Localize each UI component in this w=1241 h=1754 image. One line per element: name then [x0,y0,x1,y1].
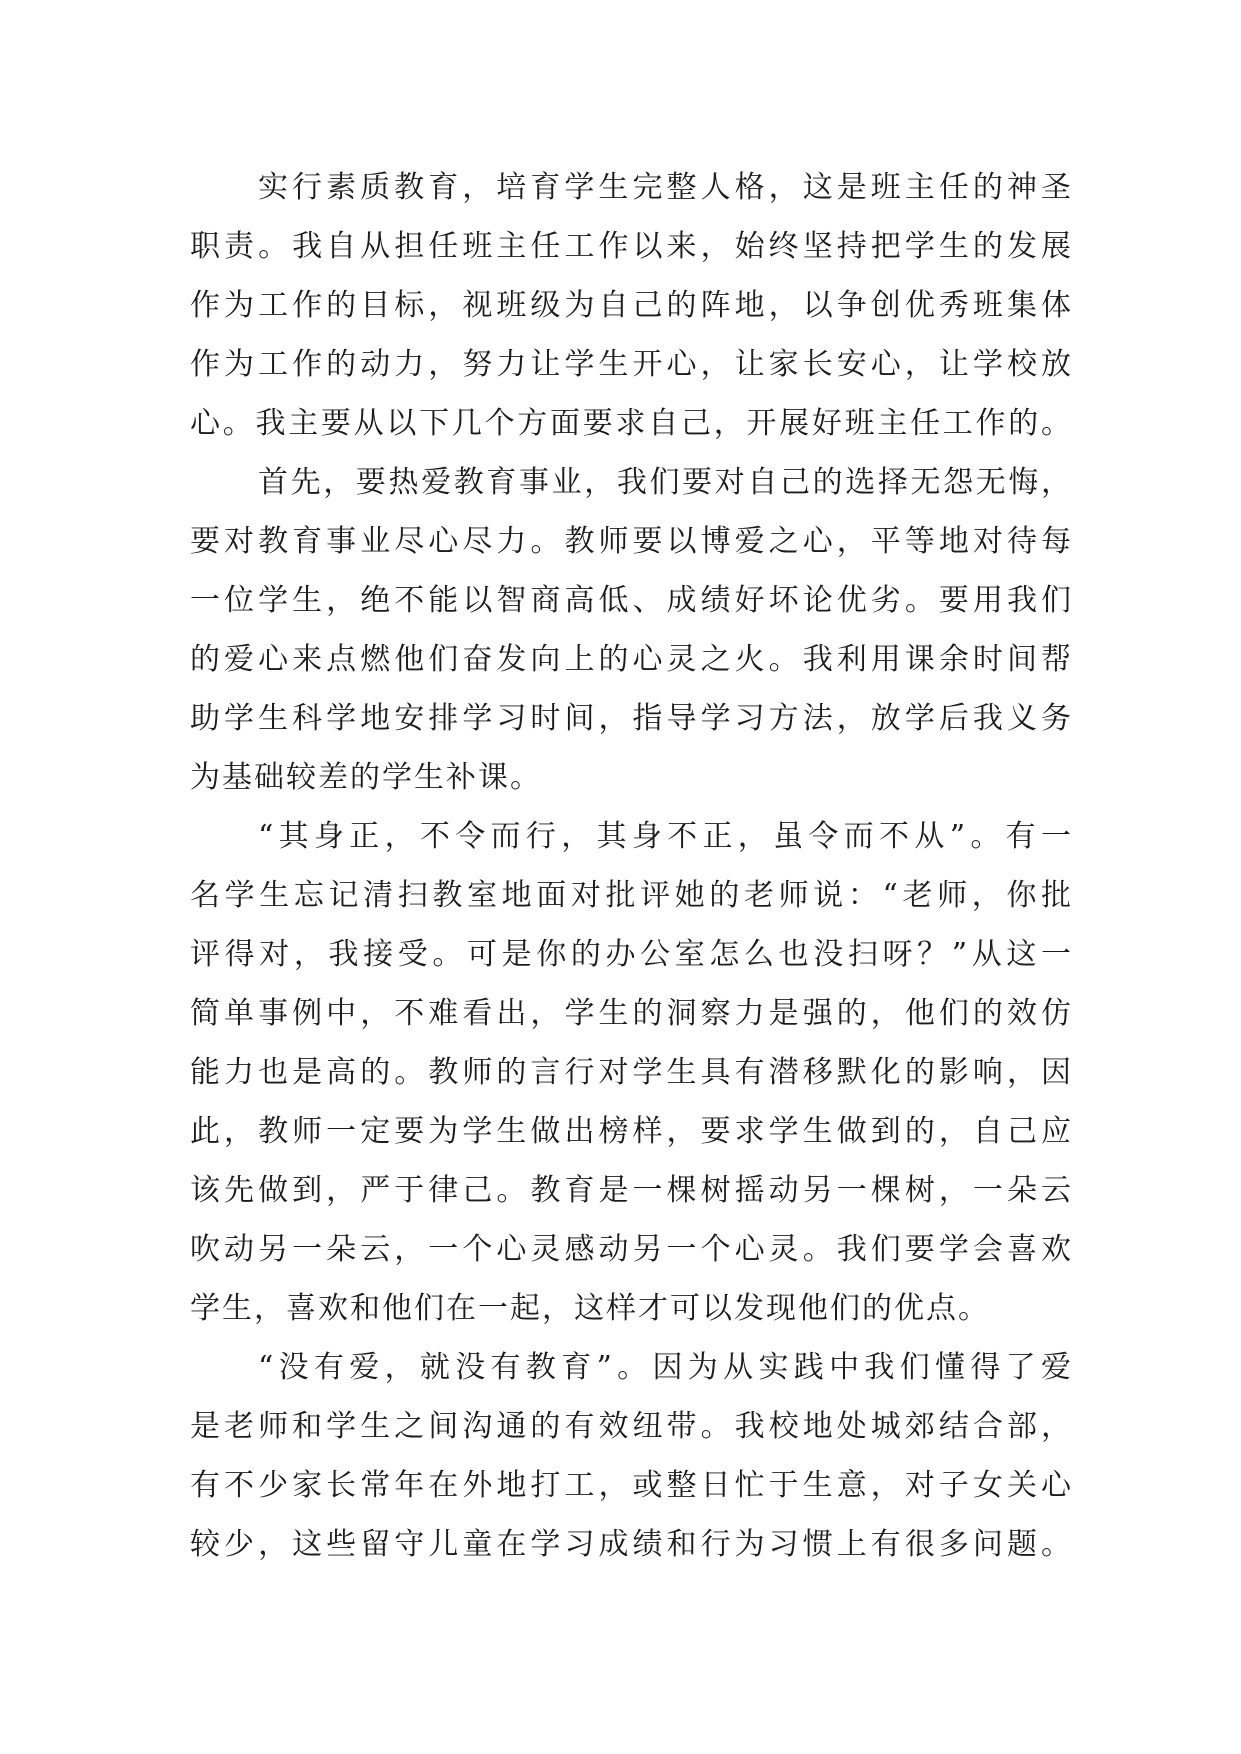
paragraph-4 [190,1338,1073,1574]
text-line: 评得对，我接受。可是你的办公室怎么也没扫呀？”从这一 [190,937,1073,972]
text-line: 有不少家长常年在外地打工，或整日忙于生意，对子女关心 [190,1468,1073,1503]
text-line: 的爱心来点燃他们奋发向上的心灵之火。我利用课余时间帮 [190,642,1073,677]
text-line: 是老师和学生之间沟通的有效纽带。我校地处城郊结合部， [190,1409,1073,1444]
text-line: 较少，这些留守儿童在学习成绩和行为习惯上有很多问题。 [190,1527,1073,1562]
text-line: 为基础较差的学生补课。 [190,760,542,795]
paragraph-3 [190,807,1073,1338]
text-line: 能力也是高的。教师的言行对学生具有潜移默化的影响，因 [190,1055,1073,1090]
text-line: 实行素质教育，培育学生完整人格，这是班主任的神圣 [258,170,1073,205]
text-line: 一位学生，绝不能以智商高低、成绩好坏论优劣。要用我们 [190,583,1073,618]
text-line: 心。我主要从以下几个方面要求自己，开展好班主任工作的。 [190,406,1073,441]
text-line: 首先，要热爱教育事业，我们要对自己的选择无怨无悔， [258,465,1073,500]
text-line: 作为工作的目标，视班级为自己的阵地，以争创优秀班集体 [190,288,1073,323]
text-line: 助学生科学地安排学习时间，指导学习方法，放学后我义务 [190,701,1073,736]
text-line: 学生，喜欢和他们在一起，这样才可以发现他们的优点。 [190,1291,990,1326]
text-line: 该先做到，严于律己。教育是一棵树摇动另一棵树，一朵云 [190,1173,1073,1208]
text-line: 吹动另一朵云，一个心灵感动另一个心灵。我们要学会喜欢 [190,1232,1073,1267]
text-line: 要对教育事业尽心尽力。教师要以博爱之心，平等地对待每 [190,524,1073,559]
paragraph-2 [190,453,1073,807]
text-line: 此，教师一定要为学生做出榜样，要求学生做到的，自己应 [190,1114,1073,1149]
text-line: 名学生忘记清扫教室地面对批评她的老师说：“老师，你批 [190,878,1073,913]
text-line: “其身正，不令而行，其身不正，虽令而不从”。有一 [258,819,1073,854]
document-body [190,158,1073,1574]
paragraph-1 [190,158,1073,453]
text-line: 作为工作的动力，努力让学生开心，让家长安心，让学校放 [190,347,1073,382]
text-line: 职责。我自从担任班主任工作以来，始终坚持把学生的发展 [190,229,1073,264]
text-line: 简单事例中，不难看出，学生的洞察力是强的，他们的效仿 [190,996,1073,1031]
text-line: “没有爱，就没有教育”。因为从实践中我们懂得了爱 [258,1350,1073,1385]
